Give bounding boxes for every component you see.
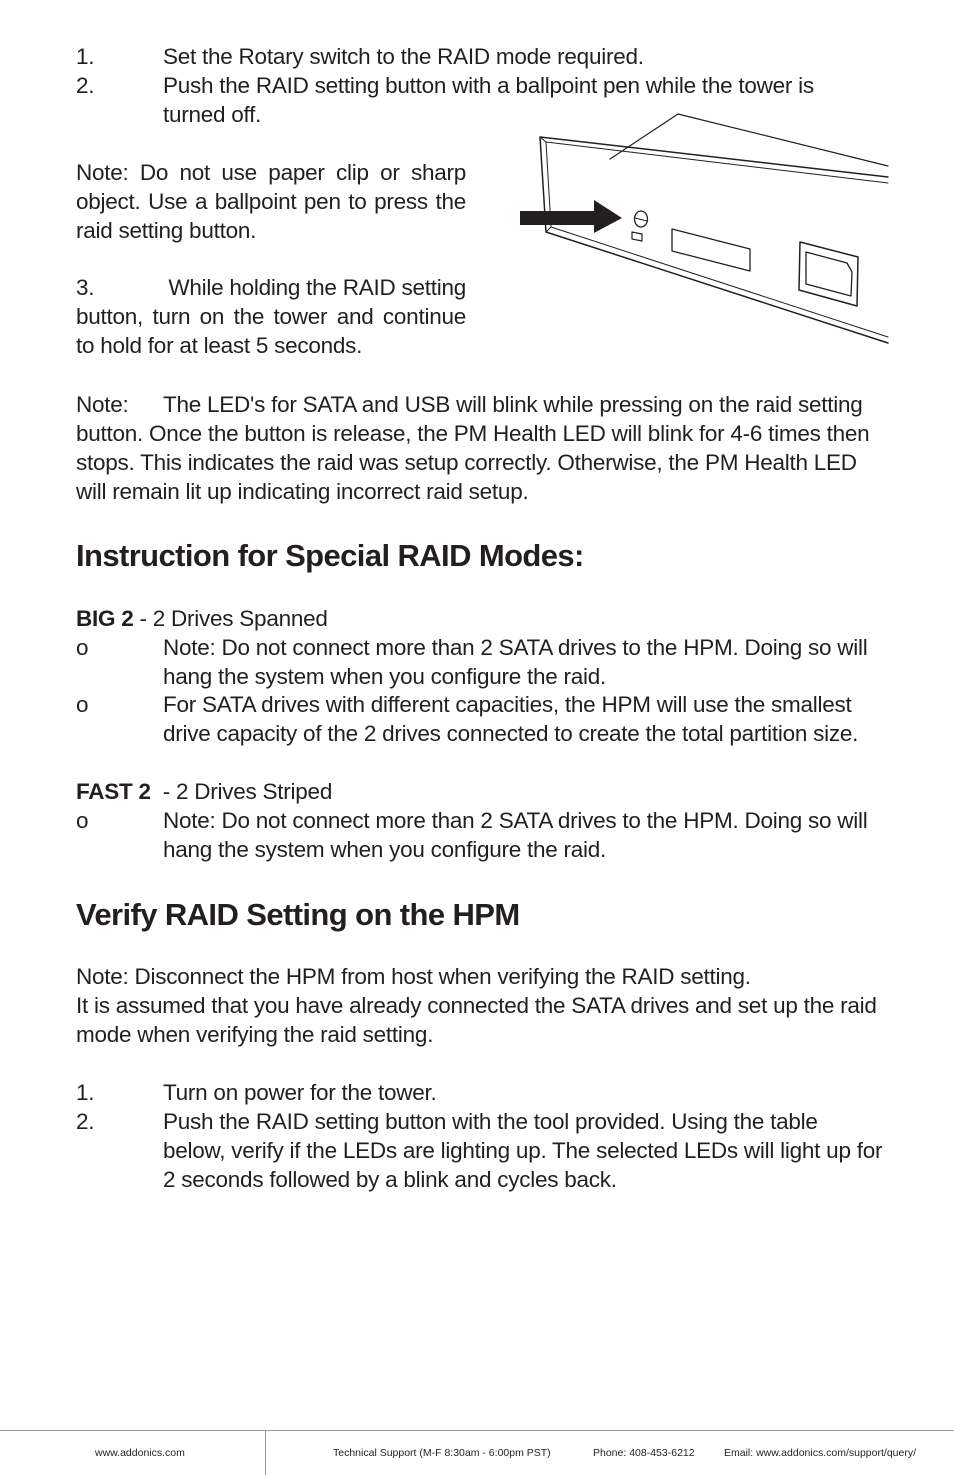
big2-desc: - 2 Drives Spanned bbox=[133, 606, 328, 631]
footer-vertical-divider bbox=[265, 1430, 266, 1475]
step-1-text: Set the Rotary switch to the RAID mode required. bbox=[163, 44, 644, 69]
step-2-number: 2. bbox=[76, 73, 95, 98]
verify-note-line: mode when verifying the raid setting. bbox=[76, 1022, 434, 1047]
verify-step-2-number: 2. bbox=[76, 1109, 95, 1134]
footer-phone: Phone: 408-453-6212 bbox=[593, 1447, 695, 1459]
note-led-label: Note: bbox=[76, 392, 129, 417]
footer-email[interactable]: Email: www.addonics.com/support/query/ bbox=[724, 1447, 916, 1459]
note-led-line: The LED's for SATA and USB will blink while pressing on the raid setting bbox=[163, 392, 863, 417]
verify-step-2-line: below, verify if the LEDs are lighting up. The selected LEDs will light up for bbox=[163, 1138, 883, 1163]
big2-bullet-line: drive capacity of the 2 drives connected to create the total partition size. bbox=[163, 721, 859, 746]
step-3-number: 3. bbox=[76, 275, 95, 300]
footer-divider bbox=[0, 1430, 954, 1431]
note-led bbox=[76, 390, 891, 506]
note-led-line: stops. This indicates the raid was setup correctly. Otherwise, the PM Health LED bbox=[76, 450, 857, 475]
heading-special-raid-modes: Instruction for Special RAID Modes: bbox=[76, 538, 584, 573]
step-3-line: button, turn on the tower and continue bbox=[76, 304, 466, 329]
note-led-line: button. Once the button is release, the PM Health LED will blink for 4-6 times then bbox=[76, 421, 870, 446]
verify-note-line: Note: Disconnect the HPM from host when verifying the RAID setting. bbox=[76, 964, 751, 989]
big2-bullet-line: For SATA drives with different capacities, the HPM will use the smallest bbox=[163, 692, 852, 717]
step-2-continuation: turned off. bbox=[163, 102, 262, 127]
bullet-mark: o bbox=[76, 635, 89, 660]
fast2-title: FAST 2 bbox=[76, 779, 151, 804]
note-pen-line: object. Use a ballpoint pen to press the bbox=[76, 189, 466, 214]
fast2-title-line bbox=[76, 777, 332, 806]
tower-back-panel-diagram bbox=[510, 108, 900, 352]
step-3-body bbox=[76, 302, 466, 360]
step-3-line: While holding the RAID setting bbox=[168, 275, 466, 300]
verify-step-1-number: 1. bbox=[76, 1080, 95, 1105]
big2-title-line bbox=[76, 604, 328, 633]
verify-note-line: It is assumed that you have already connected the SATA drives and set up the raid bbox=[76, 993, 877, 1018]
footer-support: Technical Support (M-F 8:30am - 6:00pm PST) bbox=[333, 1447, 551, 1459]
note-pen-line: Note: Do not use paper clip or sharp bbox=[76, 160, 466, 185]
fast2-bullet-line: Note: Do not connect more than 2 SATA drives to the HPM. Doing so will bbox=[163, 808, 868, 833]
step-2-text: Push the RAID setting button with a ballpoint pen while the tower is bbox=[163, 73, 814, 98]
step-3-line: to hold for at least 5 seconds. bbox=[76, 333, 363, 358]
note-pen bbox=[76, 158, 466, 245]
verify-step-2-line: 2 seconds followed by a blink and cycles back. bbox=[163, 1167, 617, 1192]
fast2-desc: - 2 Drives Striped bbox=[150, 779, 333, 804]
heading-verify-raid: Verify RAID Setting on the HPM bbox=[76, 897, 520, 932]
note-led-line: will remain lit up indicating incorrect raid setup. bbox=[76, 479, 529, 504]
bullet-mark: o bbox=[76, 808, 89, 833]
big2-title: BIG 2 bbox=[76, 606, 134, 631]
fast2-bullet-line: hang the system when you configure the raid. bbox=[163, 837, 607, 862]
verify-step-2-line: Push the RAID setting button with the tool provided. Using the table bbox=[163, 1109, 818, 1134]
arrow-right-icon bbox=[520, 200, 622, 233]
step-1-number: 1. bbox=[76, 44, 95, 69]
verify-step-1-text: Turn on power for the tower. bbox=[163, 1080, 437, 1105]
note-pen-line: raid setting button. bbox=[76, 218, 257, 243]
big2-bullet-line: hang the system when you configure the raid. bbox=[163, 664, 607, 689]
bullet-mark: o bbox=[76, 692, 89, 717]
big2-bullet-line: Note: Do not connect more than 2 SATA drives to the HPM. Doing so will bbox=[163, 635, 868, 660]
footer-website[interactable]: www.addonics.com bbox=[95, 1447, 185, 1459]
